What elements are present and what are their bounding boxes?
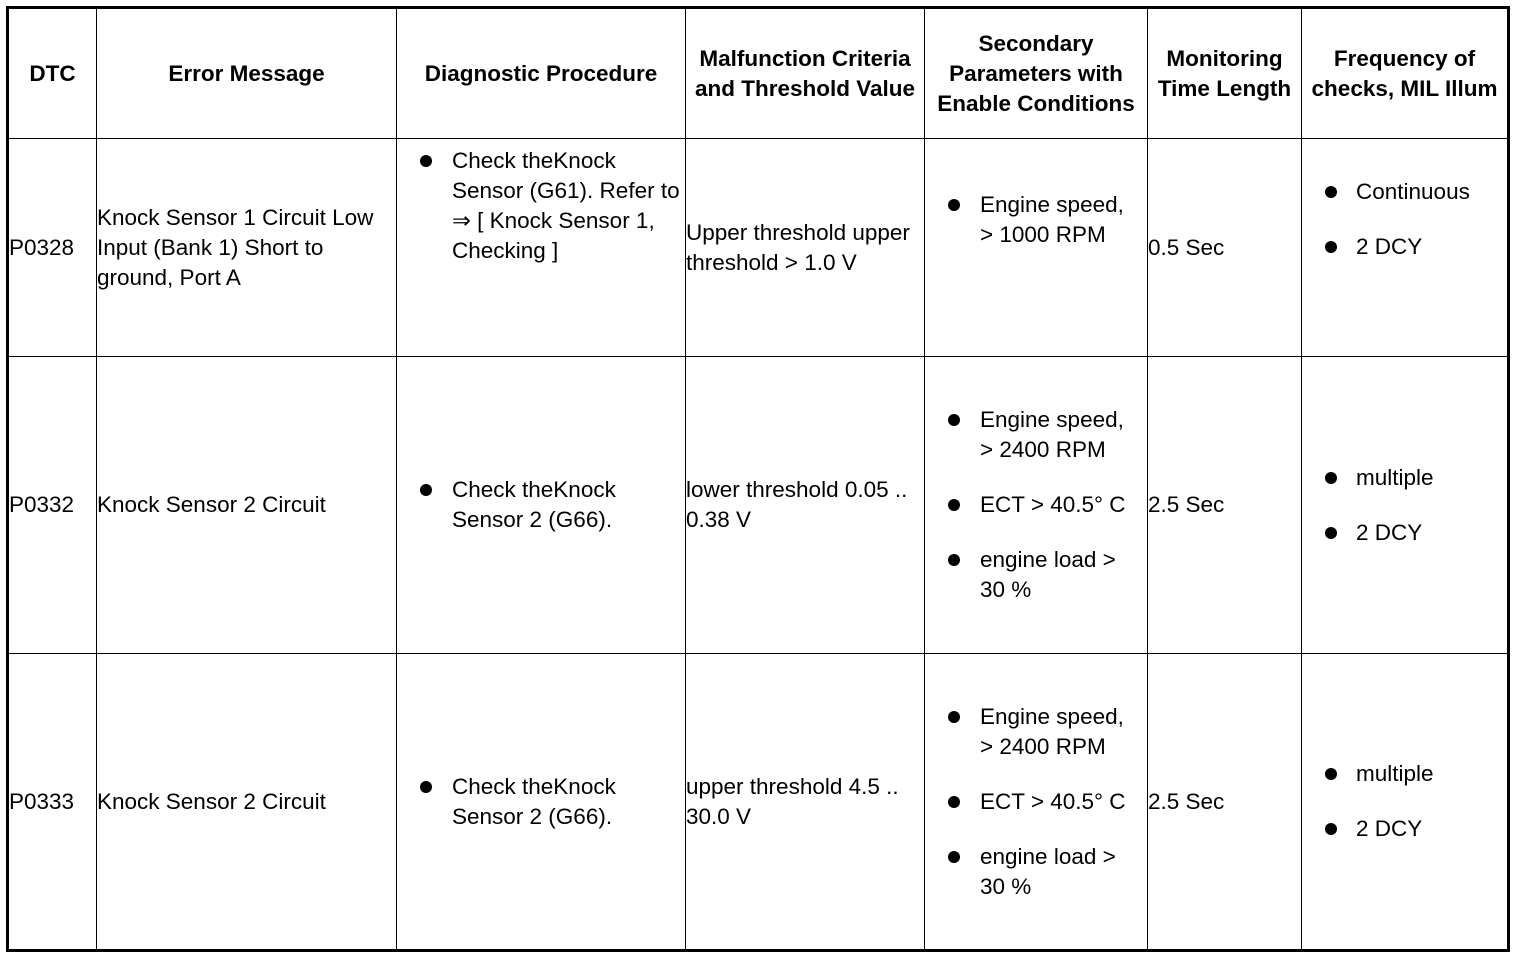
header-error-message: Error Message: [97, 8, 397, 139]
secondary-condition: ECT > 40.5° C: [980, 788, 1126, 814]
header-row: [8, 8, 1509, 139]
malfunction-criteria: lower threshold 0.05 .. 0.38 V: [686, 357, 925, 654]
list-item: [925, 405, 1147, 465]
header-diagnostic-procedure: Diagnostic Procedure: [397, 8, 686, 139]
monitoring-time: 2.5 Sec: [1148, 357, 1302, 654]
frequency: [1302, 139, 1509, 357]
list-item: [925, 490, 1147, 520]
bullet-icon: [948, 414, 960, 426]
header-monitoring-time: Monitoring Time Length: [1148, 8, 1302, 139]
diagnostic-list: [397, 772, 685, 832]
frequency-value: 2 DCY: [1356, 816, 1423, 841]
secondary-condition: ECT > 40.5° C: [980, 492, 1126, 517]
table-row: [8, 357, 1509, 654]
bullet-icon: [1325, 768, 1337, 780]
list-item: [1302, 518, 1507, 548]
secondary-parameters: [925, 139, 1148, 357]
secondary-parameters: [925, 357, 1148, 654]
list-item: [397, 475, 685, 535]
frequency-value: 2 DCY: [1356, 234, 1423, 259]
list-item: [925, 702, 1147, 762]
secondary-condition: Engine speed, > 2400 RPM: [980, 703, 1124, 759]
frequency-value: 2 DCY: [1356, 519, 1423, 545]
secondary-condition: Engine speed, > 2400 RPM: [980, 407, 1124, 462]
frequency-list: [1302, 177, 1507, 262]
dtc-code: P0328: [8, 139, 97, 357]
frequency-list: [1302, 463, 1507, 548]
frequency-value: multiple: [1356, 761, 1434, 786]
frequency-list: [1302, 759, 1507, 844]
bullet-icon: [1325, 823, 1337, 835]
list-item: [1302, 759, 1507, 789]
error-message: Knock Sensor 2 Circuit: [97, 357, 397, 654]
dtc-code: P0333: [8, 654, 97, 951]
diagnostic-procedure: [397, 654, 686, 951]
list-item: [925, 545, 1147, 605]
bullet-icon: [948, 711, 960, 723]
bullet-icon: [1325, 241, 1337, 253]
monitoring-time: 0.5 Sec: [1148, 139, 1302, 357]
bullet-icon: [420, 484, 432, 496]
list-item: [1302, 232, 1507, 262]
bullet-icon: [1325, 527, 1337, 539]
bullet-icon: [948, 796, 960, 808]
error-message: Knock Sensor 1 Circuit Low Input (Bank 1) Short to ground, Port A: [97, 139, 397, 357]
secondary-list: [925, 702, 1147, 902]
diagnostic-step: Check theKnock Sensor 2 (G66).: [452, 773, 616, 829]
malfunction-criteria: upper threshold 4.5 .. 30.0 V: [686, 654, 925, 951]
frequency: [1302, 654, 1509, 951]
table-row: [8, 139, 1509, 357]
frequency-value: multiple: [1356, 464, 1434, 490]
bullet-icon: [420, 781, 432, 793]
dtc-code: P0332: [8, 357, 97, 654]
diagnostic-procedure: [397, 139, 686, 357]
error-message: Knock Sensor 2 Circuit: [97, 654, 397, 951]
bullet-icon: [420, 155, 432, 167]
secondary-parameters: [925, 654, 1148, 951]
header-dtc: DTC: [8, 8, 97, 139]
secondary-condition: Engine speed, > 1000 RPM: [980, 192, 1124, 247]
secondary-list: [925, 405, 1147, 605]
list-item: [925, 842, 1147, 902]
secondary-condition: engine load > 30 %: [980, 843, 1116, 899]
diagnostic-procedure: [397, 357, 686, 654]
diagnostic-list: [397, 475, 685, 535]
secondary-list: [925, 190, 1147, 250]
header-frequency: Frequency of checks, MIL Illum: [1302, 8, 1509, 139]
list-item: [397, 772, 685, 832]
list-item: [925, 190, 1147, 250]
diagnostic-step: Check theKnock Sensor 2 (G66).: [452, 477, 616, 532]
frequency-value: Continuous: [1356, 179, 1470, 204]
list-item: [1302, 814, 1507, 844]
bullet-icon: [948, 851, 960, 863]
list-item: [925, 787, 1147, 817]
list-item: [1302, 177, 1507, 207]
bullet-icon: [948, 199, 960, 211]
bullet-icon: [1325, 472, 1337, 484]
table-row: [8, 654, 1509, 951]
list-item: [397, 146, 685, 266]
diagnostic-step: Check theKnock Sensor (G61). Refer to ⇒ [ Knock Sensor 1, Checking ]: [452, 148, 680, 263]
dtc-table: [6, 6, 1510, 952]
frequency: [1302, 357, 1509, 654]
bullet-icon: [948, 499, 960, 511]
secondary-condition: engine load > 30 %: [980, 547, 1116, 602]
bullet-icon: [948, 554, 960, 566]
header-secondary-parameters: Secondary Parameters with Enable Conditions: [925, 8, 1148, 139]
malfunction-criteria: Upper threshold upper threshold > 1.0 V: [686, 139, 925, 357]
list-item: [1302, 463, 1507, 493]
diagnostic-list: [397, 146, 685, 266]
bullet-icon: [1325, 186, 1337, 198]
header-malfunction-criteria: Malfunction Criteria and Threshold Value: [686, 8, 925, 139]
monitoring-time: 2.5 Sec: [1148, 654, 1302, 951]
